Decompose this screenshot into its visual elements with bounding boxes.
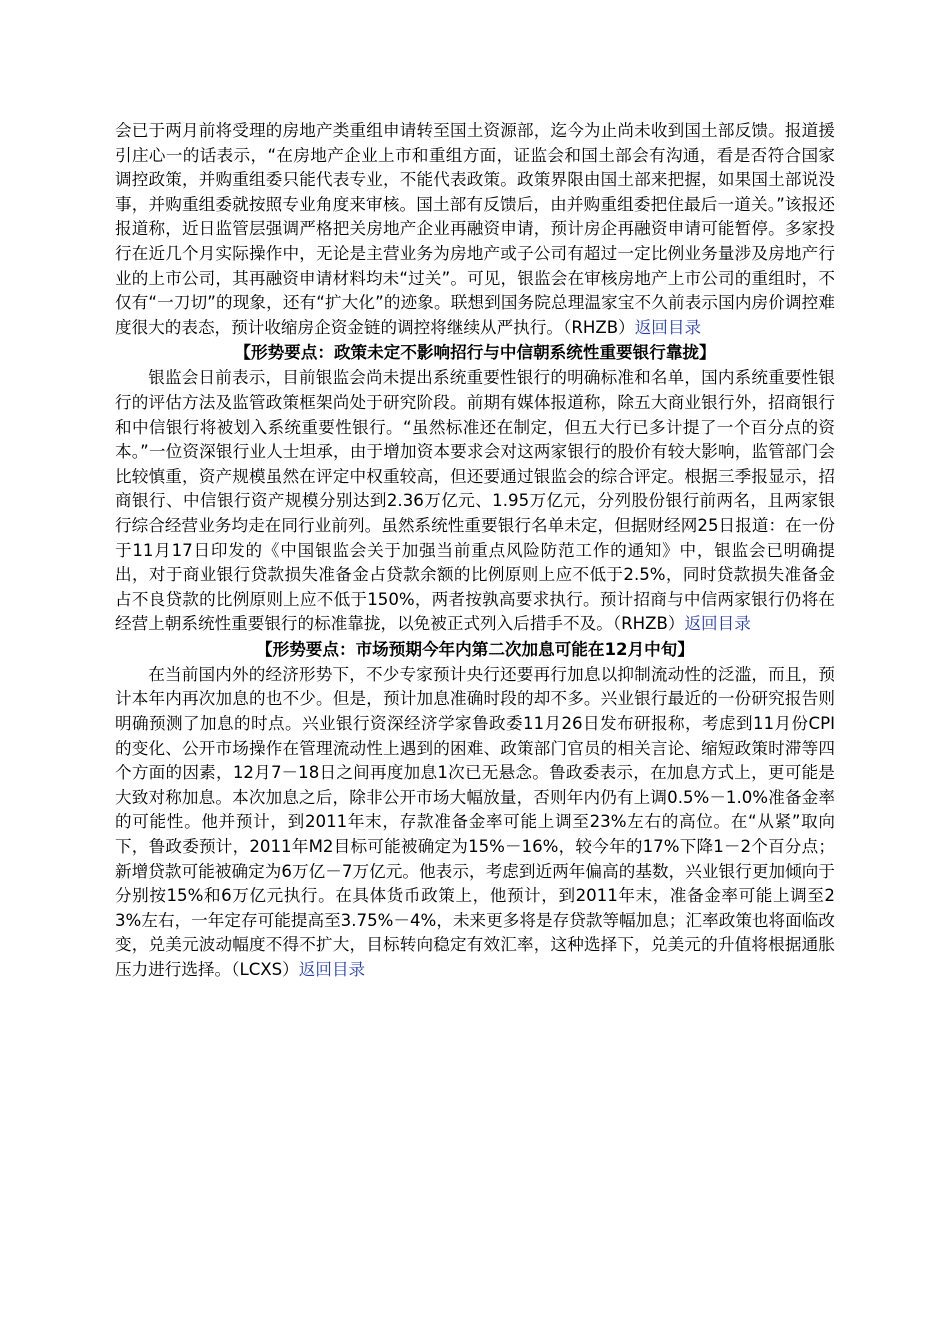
paragraph-text: 会已于两月前将受理的房地产类重组申请转至国土资源部，迄今为止尚未收到国土部反馈。报道援引庄心一的话表示，“在房地产企业上市和重组方面，证监会和国土部会有沟通，看是否符合国家调控政策，并购重组委只能代表专业，不能代表政策。政策界限由国土部来把握，如果国土部说没事，并购重组委就按照专业角度来审核。国土部有反馈后，由并购重组委把住最后一道关。”该报还报道称，近日监管层强调严格把关房地产企业再融资申请，预计房企再融资申请可能暂停。多家投行在近几个月实际操作中，无论是主营业务为房地产或子公司有超过一定比例业务量涉及房地产行业的上市公司，其再融资申请材料均未“过关”。可见，银监会在审核房地产上市公司的重组时，不仅有“一刀切”的现象，还有“扩大化”的迹象。联想到国务院总理温家宝不久前表示国内房价调控难度很大的表态，预计收缩房企资金链的调控将继续从严执行。（RHZB） [115, 121, 835, 337]
paragraph-text: 在当前国内外的经济形势下，不少专家预计央行还要再行加息以抑制流动性的泛滥，而且，预计本年内再次加息的也不少。但是，预计加息准确时段的却不多。兴业银行最近的一份研究报告则明确预测了加息的时点。兴业银行资深经济学家鲁政委11月26日发布研报称，考虑到11月份CPI的变化、公开市场操作在管理流动性上遇到的困难、政策部门官员的相关言论、缩短政策时滞等四个方面的因素，12月7－18日之间再度加息1次已无悬念。鲁政委表示，在加息方式上，更可能是大致对称加息。本次加息之后，除非公开市场大幅放量，否则年内仍有上调0.5%－1.0%准备金率的可能性。他并预计，到2011年末，存款准备金率可能上调至23%左右的高位。在“从紧”取向下，鲁政委预计，2011年M2目标可能被确定为15%－16%，较今年的17%下降1－2个百分点；新增贷款可能被确定为6万亿－7万亿元。他表示，考虑到近两年偏高的基数，兴业银行更加倾向于分别按15%和6万亿元执行。在具体货币政策上，他预计，到2011年末，准备金率可能上调至23%左右，一年定存可能提高至3.75%－4%，未来更多将是存贷款等幅加息；汇率政策也将面临改变，兑美元波动幅度不得不扩大，目标转向稳定有效汇率，这种选择下，兑美元的升值将根据通胀压力进行选择。（LCXS） [115, 664, 835, 979]
paragraph-text: 银监会日前表示，目前银监会尚未提出系统重要性银行的明确标准和名单，国内系统重要性银行的评估方法及监管政策框架尚处于研究阶段。前期有媒体报道称，除五大商业银行外，招商银行和中信银行将被划入系统重要性银行。“虽然标准还在制定，但五大行已多计提了一个百分点的资本。”一位资深银行业人士坦承，由于增加资本要求会对这两家银行的股价有较大影响，监管部门会比较慎重，资产规模虽然在评定中权重较高，但还要通过银监会的综合评定。根据三季报显示，招商银行、中信银行资产规模分别达到2.36万亿元、1.95万亿元，分列股份银行前两名，且两家银行综合经营业务均走在同行业前列。虽然系统性重要银行名单未定，但据财经网25日报道：在一份于11月17日印发的《中国银监会关于加强当前重点风险防范工作的通知》中，银监会已明确提出，对于商业银行贷款损失准备金占贷款余额的比例原则上应不低于2.5%，同时贷款损失准备金占不良贷款的比例原则上应不低于150%，两者按孰高要求执行。预计招商与中信两家银行仍将在经营上朝系统性重要银行的标准靠拢，以免被正式列入后措手不及。（RHZB） [115, 368, 835, 634]
back-to-contents-link[interactable]: 返回目录 [634, 317, 702, 337]
document-page [115, 119, 835, 983]
article-paragraph-1 [115, 119, 835, 340]
article-paragraph-3 [115, 663, 835, 983]
back-to-contents-link[interactable]: 返回目录 [684, 614, 751, 634]
section-heading-3: 【形势要点：市场预期今年内第二次加息可能在12月中旬】 [256, 639, 694, 659]
back-to-contents-link[interactable]: 返回目录 [298, 960, 366, 979]
article-paragraph-2 [115, 366, 835, 637]
section-heading-2: 【形势要点：政策未定不影响招行与中信朝系统性重要银行靠拢】 [234, 343, 716, 363]
